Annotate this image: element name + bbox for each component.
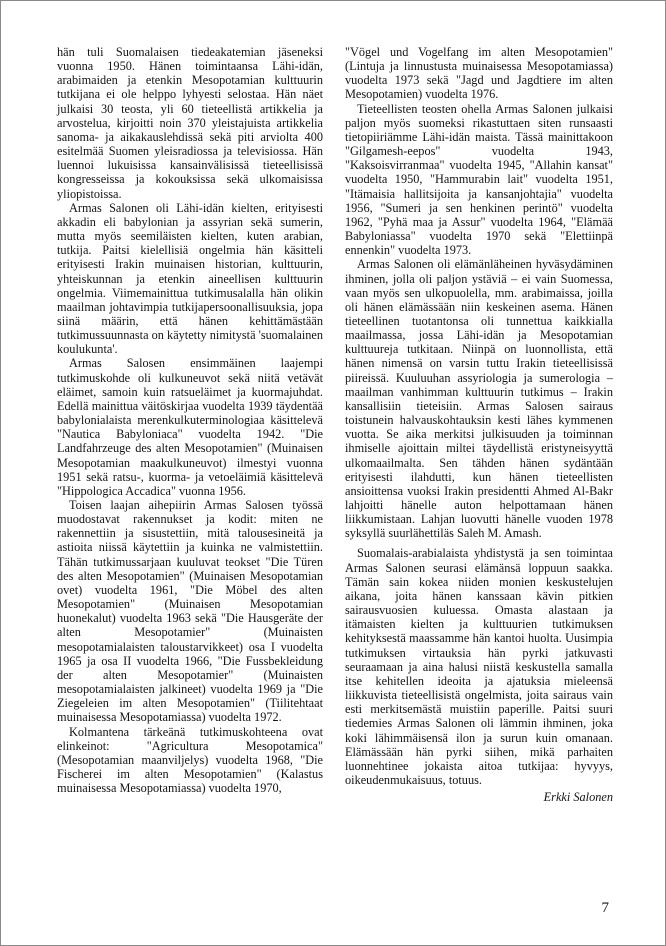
left-column [57, 45, 323, 795]
paragraph: Armas Salosen ensimmäinen laajempi tutkimuskohde oli kulkuneuvot sekä niitä vetävät eläimet, samoin kuin ratsueläimet ja kuormajuhdat. Edellä mainittua väitöskirjaa vuodelta 1939 täydentää babylonialaista merenkulkuterminologiaa käsittelevä "Nautica Babyloniaca" vuodelta 1942. "Die Landfahrzeuge des alten Mesopotamien" (Muinaisen Mesopotamian maakulkuneuvot) ilmestyi vuonna 1951 sekä ratsu-, kuorma- ja vetoeläimiä käsittelevä "Hippologica Accadica" vuonna 1956. [57, 356, 323, 498]
page-number: 7 [601, 900, 609, 916]
paragraph: Armas Salonen oli Lähi-idän kielten, erityisesti akkadin eli babylonian ja assyrian sekä sumerin, mutta myös seemiläisten kielten, kuten arabian, tutkija. Paitsi kielellisiä ongelmia hän käsitteli erityisesti Irakin muinaisen historian, kulttuurin, yhteiskunnan ja etenkin aineellisen kulttuurin ongelmia. Viimemainittua tutkimusalalla hän olikin maailman johtavimpia tutkijapersoonallisuuksia, jopa siinä määrin, että hänen kehittämästään tutkimussuunnasta on käytetty nimitystä 'suomalainen koulukunta'. [57, 200, 323, 357]
paragraph: Toisen laajan aihepiirin Armas Salosen työssä muodostavat rakennukset ja kodit: miten ne rakennettiin ja sisustettiin, mitä talousesineitä ja astioita niissä käytettiin ja kuinka ne valmistettiin. Tähän tutkimussarjaan kuuluvat teokset "Die Türen des alten Mesopotamien" (Muinaisen Mesopotamian ovet) vuodelta 1961, "Die Möbel des alten Mesopotamien" (Muinaisen Mesopotamian huonekalut) vuodelta 1963 sekä "Die Hausgeräte der alten Mesopotamier" (Muinaisten mesopotamialaisten taloustarvikkeet) osa I vuodelta 1965 ja osa II vuodelta 1966, "Die Fussbekleidung der alten Mesopotamier" (Muinaisten mesopotamialaisten jalkineet) vuodelta 1969 ja "Die Ziegeleien im alten Mesopotamien" (Tiilitehtaat muinaisessa Mesopotamiassa) vuodelta 1972. [57, 498, 323, 725]
paragraph: hän tuli Suomalaisen tiedeakatemian jäseneksi vuonna 1950. Hänen toimintaansa Lähi-idän, arabimaiden ja etenkin Mesopotamian kulttuurin tutkijana ei ole helppo lyhyesti selostaa. Hän näet julkaisi 30 teosta, yli 60 tieteellistä artikkelia ja arvostelua, kirjoitti noin 370 yleistajuista artikkelia sanoma- ja aikakauslehdissä sekä piti arviolta 400 esitelmää Suomen yleisradiossa ja televisiossa. Hän luennoi lukuisissa kansainvälisissä tieteellisissä kongresseissa ja kokouksissa sekä ulkomaisissa yliopistoissa. [57, 45, 323, 201]
author-signature: Erkki Salonen [543, 790, 613, 805]
paragraph: Kolmantena tärkeänä tutkimuskohteena ovat elinkeinot: "Agricultura Mesopotamica" (Mesopotamian maanviljelys) vuodelta 1968, "Die Fischerei im alten Mesopotamien" (Kalastus muinaisessa Mesopotamiassa) vuodelta 1970, [57, 724, 323, 796]
paragraph: Armas Salonen oli elämänläheinen hyväsydäminen ihminen, jolla oli paljon ystäviä – ei vain Suomessa, vaan myös sen ulkopuolella, mm. arabimaissa, joilla oli hänen elämässään niin keskeinen asema. Hänen tieteellinen tuotantonsa oli tunnettua kaikkialla maailmassa, jossa Lähi-idän ja Mesopotamian kulttuureja tutkitaan. Niinpä on luonnollista, että hänen nimensä on varsin tuttu Irakin tieteellisissä piireissä. Kuuluuhan assyriologia ja sumerologia – maailman vanhimman kulttuurin tutkimus – Irakin kansallisiin tieteisiin. Armas Salosen sairaus toistunein halvauskohtauksin kesti lähes kymmenen vuotta. Se aika merkitsi julkisuuden ja toiminnan ihmiselle ajoittain miltei täydellistä eristyneisyyttä ulkomaailmalta. Sen tähden hänen sydäntään erityisesti ilahdutti, kun hänen tieteellisten ansioittensa vuoksi Irakin presidentti Ahmed Al-Bakr lahjoitti hänelle auton helpottamaan hänen liikkumistaan. Lahjan luovutti hänelle vuoden 1978 syksyllä suurlähettiläs Saleh M. Amash. [345, 257, 613, 541]
right-column [345, 45, 613, 804]
paragraph: "Vögel und Vogelfang im alten Mesopotamien" (Lintuja ja linnustusta muinaisessa Mesopotamiassa) vuodelta 1973 sekä "Jagd und Jagdtiere im alten Mesopotamien) vuodelta 1976. [345, 45, 613, 102]
paragraph: Tieteellisten teosten ohella Armas Salonen julkaisi paljon myös suomeksi rikastuttaen siten runsaasti tietopiiriämme Lähi-idän maista. Tässä mainittakoon "Gilgamesh-eepos" vuodelta 1943, "Kaksoisvirranmaa" vuodelta 1945, "Allahin kansat" vuodelta 1950, "Hammurabin lait" vuodelta 1951, "Itämaisia hallitsijoita ja kansanjohtajia" vuodelta 1956, "Sumeri ja sen henkinen perintö" vuodelta 1962, "Pyhä maa ja Assur" vuodelta 1964, "Elämää Babyloniassa" vuodelta 1970 sekä "Elettiinpä ennenkin" vuodelta 1973. [345, 101, 613, 258]
paragraph: Suomalais-arabialaista yhdistystä ja sen toimintaa Armas Salonen seurasi elämänsä loppuun saakka. Tämän sain kokea niiden monien keskustelujen aikana, joita hänen kanssaan kävin pitkien sairausvuosien kuluessa. Omasta alastaan ja itämaisten kielten ja kulttuurien tutkimuksen kehityksestä maassamme hän kantoi huolta. Uusimpia tutkimuksen virtauksia hän pyrki jatkuvasti seuraamaan ja aina halusi niistä keskustella samalla itse kehitellen ideoita ja ajatuksia mieleensä liikkuvista tieteellisistä ongelmista, joita sairaus vain esti merkitsemästä muistiin paperille. Paitsi suuri tiedemies Armas Salonen oli lämmin ihminen, joka koki lähimmäisensä ilon ja surun kuin omanaan. Elämässään hän pyrki siihen, mikä parhaiten luonnehtinee jokaista aitoa tutkijaa: hyvyys, oikeudenmukaisuus, totuus. [345, 546, 613, 787]
